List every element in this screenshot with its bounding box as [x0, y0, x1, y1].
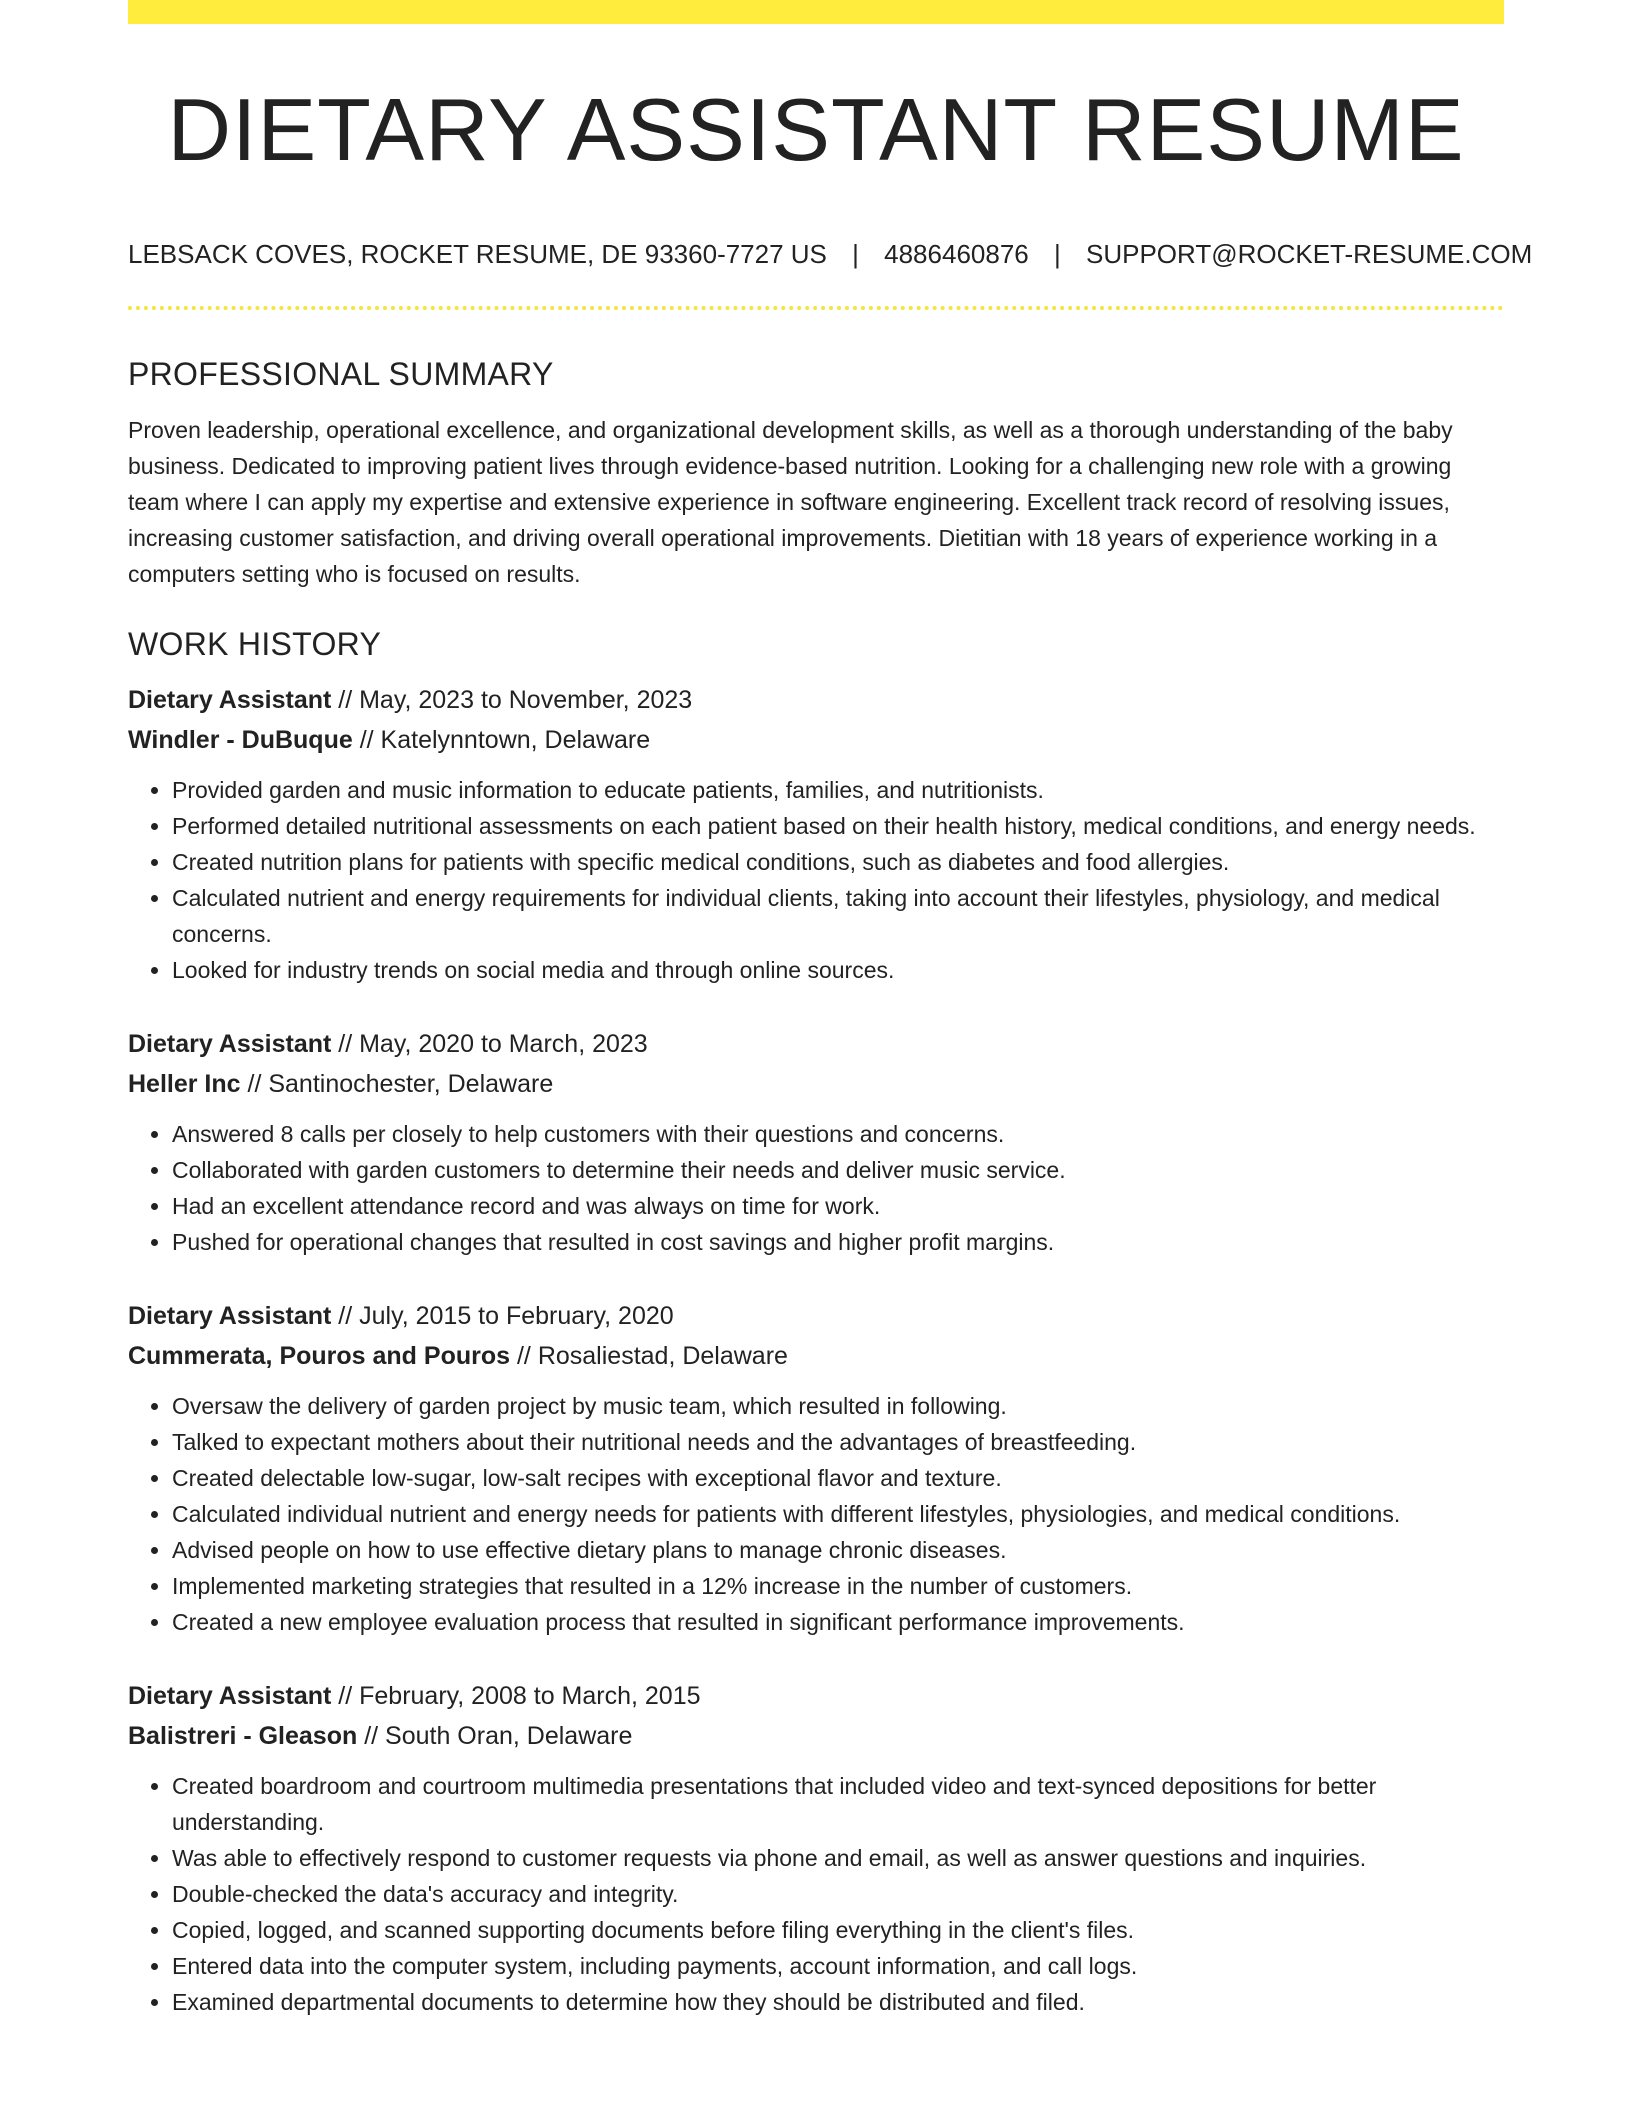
job-company: Balistreri - Gleason — [128, 1722, 358, 1750]
job-company-line — [128, 720, 1504, 760]
bullet-item: • Looked for industry trends on social media and through online sources. — [172, 952, 1504, 988]
job-title-line — [128, 1676, 1504, 1716]
summary-text: Proven leadership, operational excellence, and organizational development skills, as well as a thorough understanding of the baby business. Dedicated to improving patient lives through evidence-based nutrition. Looking for a challenging new role with a growing team where I can apply my expertise and extensive experience in software engineering. Excellent track record of resolving issues, increasing customer satisfaction, and driving overall operational improvements. Dietitian with 18 years of experience working in a computers setting who is focused on results. — [128, 417, 1453, 587]
bullet-item: • Created a new employee evaluation process that resulted in significant performance improvements. — [172, 1604, 1504, 1640]
job-company: Heller Inc — [128, 1070, 241, 1098]
job-dates: // May, 2020 to March, 2023 — [331, 1030, 648, 1058]
job-title-line — [128, 1296, 1504, 1336]
bullet-item: • Had an excellent attendance record and was always on time for work. — [172, 1188, 1504, 1224]
job-company-line — [128, 1064, 1504, 1104]
job-bullets — [128, 1116, 1504, 1260]
job-dates: // February, 2008 to March, 2015 — [331, 1682, 701, 1710]
job-dates: // May, 2023 to November, 2023 — [331, 686, 693, 714]
bullet-item: • Calculated individual nutrient and energy needs for patients with different lifestyles, physiologies, and medical conditions. — [172, 1496, 1504, 1532]
bullet-item: • Implemented marketing strategies that resulted in a 12% increase in the number of customers. — [172, 1568, 1504, 1604]
bullet-item: • Double-checked the data's accuracy and integrity. — [172, 1876, 1504, 1912]
contact-line — [128, 236, 1533, 272]
resume-title: DIETARY ASSISTANT RESUME — [167, 80, 1465, 179]
bullet-item: • Created boardroom and courtroom multimedia presentations that included video and text-synced depositions for better understanding. — [172, 1768, 1504, 1840]
job-bullets — [128, 772, 1504, 988]
job-company: Cummerata, Pouros and Pouros — [128, 1342, 511, 1370]
bullet-item: • Entered data into the computer system, including payments, account information, and call logs. — [172, 1948, 1504, 1984]
address-text: LEBSACK COVES, ROCKET RESUME, DE 93360-7727 US — [128, 239, 827, 269]
job-title: Dietary Assistant — [128, 1030, 332, 1058]
bullet-item: • Copied, logged, and scanned supporting documents before filing everything in the client's files. — [172, 1912, 1504, 1948]
job-entry — [128, 1676, 1504, 2020]
email-text: SUPPORT@ROCKET-RESUME.COM — [1085, 239, 1533, 269]
bullet-item: • Examined departmental documents to determine how they should be distributed and filed. — [172, 1984, 1504, 2020]
bullet-item: • Advised people on how to use effective dietary plans to manage chronic diseases. — [172, 1532, 1504, 1568]
contact-separator: | — [1053, 239, 1061, 269]
job-entry — [128, 1296, 1504, 1640]
bullet-item: • Answered 8 calls per closely to help customers with their questions and concerns. — [172, 1116, 1504, 1152]
bullet-item: • Talked to expectant mothers about their nutritional needs and the advantages of breastfeeding. — [172, 1424, 1504, 1460]
job-entry — [128, 680, 1504, 988]
phone-text: 4886460876 — [884, 239, 1029, 269]
job-company-line — [128, 1336, 1504, 1376]
job-location: // Santinochester, Delaware — [240, 1070, 554, 1098]
bullet-item: • Calculated nutrient and energy requirements for individual clients, taking into account their lifestyles, physiology, and medical concerns. — [172, 880, 1504, 952]
job-title: Dietary Assistant — [128, 1682, 332, 1710]
job-company-line — [128, 1716, 1504, 1756]
bullet-item: • Provided garden and music information to educate patients, families, and nutritionists. — [172, 772, 1504, 808]
job-location: // South Oran, Delaware — [357, 1722, 633, 1750]
bullet-item: • Oversaw the delivery of garden project by music team, which resulted in following. — [172, 1388, 1504, 1424]
job-title-line — [128, 1024, 1504, 1064]
bullet-item: • Pushed for operational changes that resulted in cost savings and higher profit margins. — [172, 1224, 1504, 1260]
job-company: Windler - DuBuque — [128, 726, 353, 754]
header-divider — [128, 306, 1504, 310]
contact-separator: | — [852, 239, 859, 269]
work-history-heading: WORK HISTORY — [128, 626, 382, 662]
job-bullets — [128, 1768, 1504, 2020]
bullet-item: • Created delectable low-sugar, low-salt recipes with exceptional flavor and texture. — [172, 1460, 1504, 1496]
job-title-line — [128, 680, 1504, 720]
job-title: Dietary Assistant — [128, 686, 332, 714]
bullet-item: • Collaborated with garden customers to determine their needs and deliver music service. — [172, 1152, 1504, 1188]
job-entry — [128, 1024, 1504, 1260]
job-dates: // July, 2015 to February, 2020 — [331, 1302, 674, 1330]
job-title: Dietary Assistant — [128, 1302, 332, 1330]
resume-content — [128, 352, 1504, 2020]
job-location: // Katelynntown, Delaware — [352, 726, 651, 754]
top-accent-bar — [128, 0, 1504, 24]
bullet-item: • Was able to effectively respond to customer requests via phone and email, as well as answer questions and inquiries. — [172, 1840, 1504, 1876]
bullet-item: • Created nutrition plans for patients with specific medical conditions, such as diabetes and food allergies. — [172, 844, 1504, 880]
job-location: // Rosaliestad, Delaware — [510, 1342, 788, 1370]
summary-heading: PROFESSIONAL SUMMARY — [128, 356, 554, 392]
job-bullets — [128, 1388, 1504, 1640]
bullet-item: • Performed detailed nutritional assessments on each patient based on their health history, medical conditions, and energy needs. — [172, 808, 1504, 844]
